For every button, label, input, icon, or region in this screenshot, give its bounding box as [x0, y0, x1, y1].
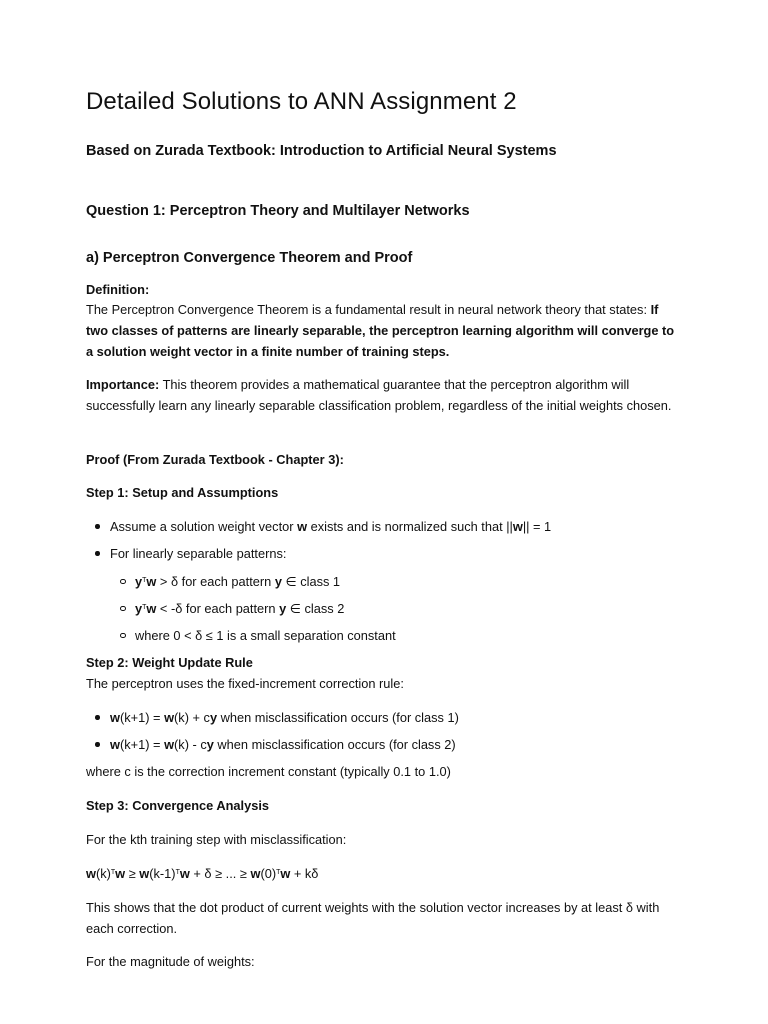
- sub-list-item: where 0 < δ ≤ 1 is a small separation constant: [135, 625, 396, 646]
- bullet-circle-icon: [120, 633, 126, 639]
- bullet-circle-icon: [120, 606, 126, 612]
- sub-list-item: $y^Tw < -\delta$ for each pattern y ∈ class 2: [135, 598, 344, 619]
- magnitude-text: For the magnitude of weights:: [86, 954, 255, 969]
- bullet-circle-icon: [120, 579, 126, 585]
- importance-paragraph: [86, 374, 682, 416]
- list-item: w(k+1) = w(k) - cy when misclassification occurs (for class 2): [110, 734, 456, 755]
- step-3-heading: Step 3: Convergence Analysis: [86, 798, 270, 813]
- step-2-intro: The perceptron uses the fixed-increment correction rule:: [86, 676, 404, 691]
- list-item: Assume a solution weight vector w exists and is normalized such that ||w|| = 1: [110, 516, 551, 537]
- step-2-note: where c is the correction increment constant (typically 0.1 to 1.0): [86, 764, 451, 779]
- document-title: Detailed Solutions to ANN Assignment 2: [86, 88, 517, 115]
- step-1-heading: Step 1: Setup and Assumptions: [86, 485, 279, 500]
- bullet-dot-icon: [95, 742, 100, 747]
- document-subtitle: Based on Zurada Textbook: Introduction to Artificial Neural Systems: [86, 143, 557, 159]
- step-3-intro: For the kth training step with misclassification:: [86, 832, 347, 847]
- importance-text: This theorem provides a mathematical guarantee that the perceptron algorithm will successfully learn any linearly separable classification problem, regardless of the initial weights chosen.: [86, 377, 672, 413]
- list-item: For linearly separable patterns:: [110, 543, 286, 564]
- definition-text: The Perceptron Convergence Theorem is a fundamental result in neural network theory that states:: [86, 302, 651, 317]
- bullet-dot-icon: [95, 715, 100, 720]
- definition-label: Definition:: [86, 282, 150, 297]
- section-a-heading: a) Perceptron Convergence Theorem and Proof: [86, 250, 413, 266]
- bullet-dot-icon: [95, 551, 100, 556]
- proof-heading: Proof (From Zurada Textbook - Chapter 3):: [86, 452, 344, 467]
- list-item: w(k+1) = w(k) + cy when misclassification occurs (for class 1): [110, 707, 459, 728]
- sub-list-item: $y^Tw > \delta$ for each pattern y ∈ class 1: [135, 571, 340, 592]
- bullet-dot-icon: [95, 524, 100, 529]
- importance-label: Importance:: [86, 377, 160, 392]
- step-3-explanation: This shows that the dot product of current weights with the solution vector increases by at least δ with each correction.: [86, 900, 660, 936]
- definition-bold-text: If two classes of patterns are linearly separable, the perceptron learning algorithm will converge to a solution weight vector in a finite number of training steps.: [86, 302, 675, 359]
- definition-paragraph: [86, 299, 682, 362]
- question-1-heading: Question 1: Perceptron Theory and Multilayer Networks: [86, 203, 470, 219]
- step-2-heading: Step 2: Weight Update Rule: [86, 655, 253, 670]
- convergence-equation: $w(k)^Tw \ge w(k-1)^Tw + \delta$ ≥ ... ≥ $w(0)^Tw + k\delta$: [86, 866, 319, 881]
